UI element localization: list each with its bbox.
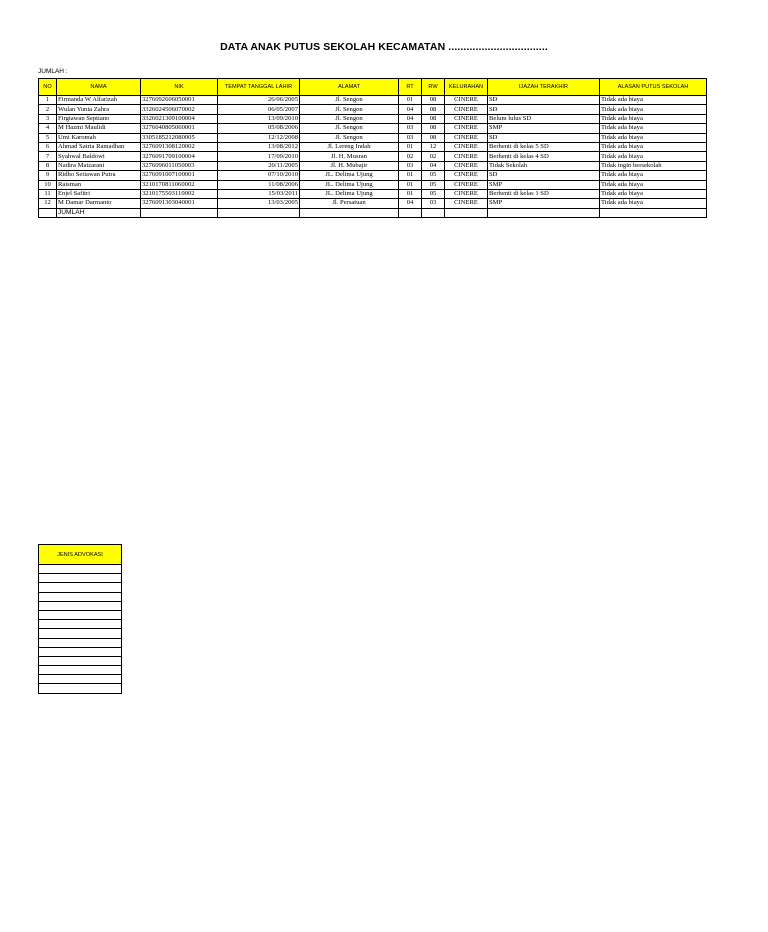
table-row: [39, 96, 707, 105]
cell-alamat: Jl. H. Musran: [300, 152, 399, 161]
cell-rw: 05: [422, 180, 445, 189]
cell-alasan: Tidak ada biaya: [600, 180, 707, 189]
cell-alasan: Tidak ada biaya: [600, 105, 707, 114]
advokasi-cell: [39, 620, 122, 629]
cell-ijazah: Tidak Sekolah: [488, 161, 600, 170]
cell-ttl: 11/08/2006: [218, 180, 300, 189]
jumlah-label: JUMLAH :: [38, 68, 68, 75]
cell-alamat: Jl. Sengon: [300, 105, 399, 114]
cell-nik: 3276040805060001: [141, 124, 218, 133]
cell-nama: Ahmad Satria Ramadhan: [57, 142, 141, 151]
cell-nik: 3276091709100004: [141, 152, 218, 161]
advokasi-cell: [39, 629, 122, 638]
cell-alasan: Tidak ada biaya: [600, 114, 707, 123]
cell-nik: 3326021309100004: [141, 114, 218, 123]
table-row: [39, 114, 707, 123]
advokasi-table: [38, 544, 122, 694]
document-title: DATA ANAK PUTUS SEKOLAH KECAMATAN .................................: [220, 41, 548, 53]
cell-ijazah: Berhenti di kelas 4 SD: [488, 152, 600, 161]
cell-no: 4: [39, 124, 57, 133]
advokasi-cell: [39, 675, 122, 684]
cell-rt: 02: [399, 152, 422, 161]
cell-no: 10: [39, 180, 57, 189]
cell-ttl: 06/05/2007: [218, 105, 300, 114]
cell-no: 9: [39, 171, 57, 180]
cell-alasan: Tidak ada biaya: [600, 124, 707, 133]
cell-nik: 3276096011050003: [141, 161, 218, 170]
cell-nama: M Damar Darmanto: [57, 199, 141, 208]
cell-ttl: 17/09/2010: [218, 152, 300, 161]
cell-kelurahan: CINERE: [445, 105, 488, 114]
cell-ijazah: SMP: [488, 124, 600, 133]
cell-rw: 04: [422, 161, 445, 170]
cell-nik: 3276091303040001: [141, 199, 218, 208]
table-row: [39, 124, 707, 133]
table-row: [39, 133, 707, 142]
header-kelurahan: KELURAHAN: [445, 79, 488, 96]
cell-rt: 01: [399, 189, 422, 198]
cell-no: 1: [39, 96, 57, 105]
cell-rw: 08: [422, 96, 445, 105]
cell-no: 12: [39, 199, 57, 208]
cell-ijazah: Belum lulus SD: [488, 114, 600, 123]
cell-alamat: Jl. H. Mubajir: [300, 161, 399, 170]
header-alamat: ALAMAT: [300, 79, 399, 96]
advokasi-header: JENIS ADVOKASI: [39, 545, 122, 565]
advokasi-row: [39, 583, 122, 592]
cell-rw: 08: [422, 105, 445, 114]
cell-ijazah: Berhenti di kelas 5 SD: [488, 142, 600, 151]
cell-nama: Raisman: [57, 180, 141, 189]
cell-nik: 3276092606050001: [141, 96, 218, 105]
cell-alamat: JL. Delima Ujung: [300, 171, 399, 180]
cell-alasan: Tidak ada biaya: [600, 142, 707, 151]
advokasi-cell: [39, 592, 122, 601]
cell-alamat: Jl. Sengon: [300, 133, 399, 142]
cell-alamat: JL. Delima Ujung: [300, 180, 399, 189]
table-row: [39, 189, 707, 198]
cell-nik: 3276091007100001: [141, 171, 218, 180]
cell-ttl: 13/09/2010: [218, 114, 300, 123]
cell-ijazah: SD: [488, 96, 600, 105]
cell-rt: 04: [399, 105, 422, 114]
cell-alamat: JL. Delima Ujung: [300, 189, 399, 198]
cell-nik: 3276091308120002: [141, 142, 218, 151]
table-body: [39, 96, 707, 209]
header-ijazah: IJAZAH TERAKHIR: [488, 79, 600, 96]
cell-nama: Firgiawan Septiano: [57, 114, 141, 123]
header-nik: NIK: [141, 79, 218, 96]
cell-ijazah: SMP: [488, 199, 600, 208]
cell-alamat: Jl. Sengon: [300, 114, 399, 123]
advokasi-cell: [39, 666, 122, 675]
cell-rt: 01: [399, 96, 422, 105]
advokasi-cell: [39, 583, 122, 592]
cell-rw: 08: [422, 133, 445, 142]
cell-kelurahan: CINERE: [445, 171, 488, 180]
advokasi-cell: [39, 638, 122, 647]
cell-nama: Wulan Yunia Zahra: [57, 105, 141, 114]
advokasi-row: [39, 647, 122, 656]
advokasi-cell: [39, 656, 122, 665]
cell-nama: Firmanda W Alfarizah: [57, 96, 141, 105]
cell-ijazah: SMP: [488, 180, 600, 189]
cell-ttl: 15/03/2011: [218, 189, 300, 198]
cell-ttl: 20/11/2005: [218, 161, 300, 170]
total-no-cell: [39, 208, 57, 217]
cell-rt: 04: [399, 114, 422, 123]
cell-rt: 03: [399, 161, 422, 170]
cell-ijazah: SD: [488, 171, 600, 180]
cell-ijazah: SD: [488, 105, 600, 114]
advokasi-row: [39, 656, 122, 665]
cell-alamat: Jl. Sengon: [300, 96, 399, 105]
cell-rw: 08: [422, 114, 445, 123]
advokasi-row: [39, 565, 122, 574]
table-row: [39, 152, 707, 161]
cell-nama: Nadira Maizarani: [57, 161, 141, 170]
advokasi-row: [39, 638, 122, 647]
cell-rw: 02: [422, 152, 445, 161]
table-row: [39, 142, 707, 151]
cell-nik: 3305185212080005: [141, 133, 218, 142]
advokasi-row: [39, 629, 122, 638]
advokasi-cell: [39, 684, 122, 693]
cell-rt: 03: [399, 133, 422, 142]
cell-nama: Umi Karomah: [57, 133, 141, 142]
students-table: [38, 78, 707, 218]
advokasi-cell: [39, 565, 122, 574]
advokasi-cell: [39, 574, 122, 583]
cell-no: 6: [39, 142, 57, 151]
total-label: JUMLAH: [57, 208, 141, 217]
advokasi-row: [39, 620, 122, 629]
table-row: [39, 171, 707, 180]
cell-ttl: 12/12/2008: [218, 133, 300, 142]
header-rw: RW: [422, 79, 445, 96]
cell-ijazah: Berhenti di kelas 1 SD: [488, 189, 600, 198]
cell-ttl: 13/08/2012: [218, 142, 300, 151]
cell-ttl: 05/08/2006: [218, 124, 300, 133]
cell-kelurahan: CINERE: [445, 152, 488, 161]
advokasi-cell: [39, 610, 122, 619]
header-alasan: ALASAN PUTUS SEKOLAH: [600, 79, 707, 96]
advokasi-body: [39, 565, 122, 694]
advokasi-row: [39, 675, 122, 684]
header-rt: RT: [399, 79, 422, 96]
advokasi-cell: [39, 647, 122, 656]
cell-ttl: 26/06/2005: [218, 96, 300, 105]
cell-no: 5: [39, 133, 57, 142]
cell-nama: Enjel Safitri: [57, 189, 141, 198]
cell-rw: 05: [422, 171, 445, 180]
cell-rt: 01: [399, 180, 422, 189]
header-ttl: TEMPAT TANGGAL LAHIR: [218, 79, 300, 96]
cell-alasan: Tidak ada biaya: [600, 96, 707, 105]
cell-nama: M Hazmi Maulidi: [57, 124, 141, 133]
advokasi-row: [39, 610, 122, 619]
cell-nik: 3210175503110002: [141, 189, 218, 198]
cell-kelurahan: CINERE: [445, 180, 488, 189]
cell-ttl: 13/03/2005: [218, 199, 300, 208]
advokasi-row: [39, 592, 122, 601]
header-nama: NAMA: [57, 79, 141, 96]
cell-nama: Ridho Setiawan Putra: [57, 171, 141, 180]
cell-nik: 3326024506070002: [141, 105, 218, 114]
table-row: [39, 105, 707, 114]
table-row: [39, 161, 707, 170]
cell-alasan: Tidak ada biaya: [600, 171, 707, 180]
advokasi-row: [39, 601, 122, 610]
advokasi-row: [39, 666, 122, 675]
cell-nik: 3210170811060002: [141, 180, 218, 189]
advokasi-row: [39, 684, 122, 693]
table-row: [39, 180, 707, 189]
advokasi-cell: [39, 601, 122, 610]
cell-kelurahan: CINERE: [445, 133, 488, 142]
cell-alasan: Tidak ada biaya: [600, 152, 707, 161]
cell-no: 3: [39, 114, 57, 123]
cell-rw: 12: [422, 142, 445, 151]
cell-ijazah: SD: [488, 133, 600, 142]
cell-alamat: Jl. Lereng Indah: [300, 142, 399, 151]
cell-alasan: Tidak ada biaya: [600, 199, 707, 208]
cell-rt: 01: [399, 171, 422, 180]
cell-rw: 03: [422, 199, 445, 208]
cell-ttl: 07/10/2010: [218, 171, 300, 180]
header-no: NO: [39, 79, 57, 96]
advokasi-row: [39, 574, 122, 583]
table-row: [39, 199, 707, 208]
cell-no: 7: [39, 152, 57, 161]
cell-alasan: Tidak ada biaya: [600, 189, 707, 198]
cell-kelurahan: CINERE: [445, 142, 488, 151]
cell-rt: 03: [399, 124, 422, 133]
cell-no: 8: [39, 161, 57, 170]
table-total-row: [39, 208, 707, 217]
cell-rt: 04: [399, 199, 422, 208]
cell-rw: 08: [422, 124, 445, 133]
cell-alamat: Jl. Sengon: [300, 124, 399, 133]
cell-nama: Syahwal Baldowi: [57, 152, 141, 161]
cell-rt: 01: [399, 142, 422, 151]
cell-no: 11: [39, 189, 57, 198]
cell-kelurahan: CINERE: [445, 114, 488, 123]
cell-rw: 05: [422, 189, 445, 198]
cell-alamat: Jl. Persatuan: [300, 199, 399, 208]
cell-kelurahan: CINERE: [445, 96, 488, 105]
cell-kelurahan: CINERE: [445, 199, 488, 208]
cell-kelurahan: CINERE: [445, 124, 488, 133]
cell-no: 2: [39, 105, 57, 114]
table-header-row: [39, 79, 707, 96]
cell-kelurahan: CINERE: [445, 161, 488, 170]
cell-alasan: Tidak ada biaya: [600, 133, 707, 142]
cell-alasan: Tidak ingin bersekolah: [600, 161, 707, 170]
cell-kelurahan: CINERE: [445, 189, 488, 198]
